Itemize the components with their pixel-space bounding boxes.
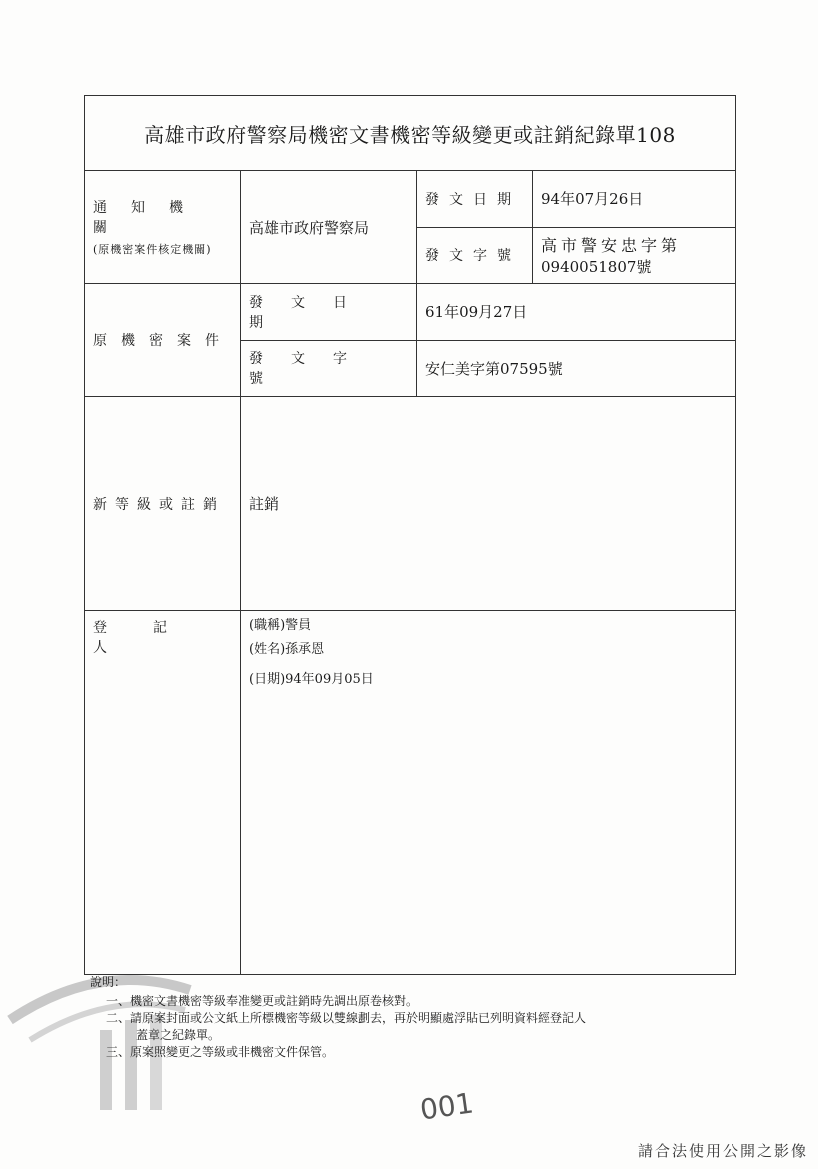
notes — [90, 974, 750, 1061]
notes-heading: 說明： — [90, 975, 127, 989]
notify-date-label: 發文日期 — [417, 171, 533, 227]
notify-ref-label: 發文字號 — [417, 228, 533, 284]
new-level-label: 新等級或註銷 — [93, 496, 225, 513]
handwritten-page-number: 001 — [417, 1086, 476, 1127]
new-level-row — [85, 397, 735, 611]
notify-agency-sublabel: (原機密案件核定機關) — [93, 243, 212, 256]
registrar-details — [241, 611, 735, 974]
registrar-title: (職稱)警員 — [249, 618, 312, 633]
original-case-label: 原機密案件 — [93, 333, 233, 349]
original-ref-label: 發文字號 — [241, 341, 417, 397]
original-ref-value: 安仁美字第07595號 — [425, 359, 563, 378]
original-case-label-cell — [85, 284, 241, 396]
footer-notice: 請合法使用公開之影像 — [637, 1142, 808, 1160]
original-date-label: 發文日期 — [241, 284, 417, 340]
record-form — [84, 95, 736, 975]
note-item: 一、機密文書機密等級奉准變更或註銷時先調出原卷核對。 — [106, 994, 419, 1008]
original-date-value: 61年09月27日 — [425, 303, 528, 322]
original-case-row — [85, 284, 735, 397]
notify-agency-label: 通知機關 — [93, 200, 207, 236]
note-item: 蓋章之紀錄單。 — [136, 1028, 221, 1042]
registrar-date: (日期)94年09月05日 — [249, 672, 374, 687]
form-title: 高雄市政府警察局機密文書機密等級變更或註銷紀錄單108 — [85, 96, 735, 171]
notify-ref-value: 高市警安忠字第 0940051807號 — [541, 236, 682, 277]
note-item: 二、請原案封面或公文紙上所標機密等級以雙線劃去，再於明顯處浮貼已列明資料經登記人 — [106, 1011, 587, 1025]
notify-agency-details — [417, 171, 735, 283]
registrar-label-cell — [85, 611, 241, 974]
registrar-row — [85, 611, 735, 974]
new-level-label-cell — [85, 397, 241, 610]
notify-agency-label-cell — [85, 171, 241, 283]
notify-date-value: 94年07月26日 — [541, 190, 644, 209]
notify-agency-row — [85, 171, 735, 284]
notify-agency-value: 高雄市政府警察局 — [241, 171, 417, 283]
new-level-value: 註銷 — [249, 495, 280, 513]
registrar-label: 登記人 — [93, 620, 213, 656]
note-item: 三、原案照變更之等級或非機密文件保管。 — [106, 1045, 335, 1059]
registrar-name: (姓名)孫承恩 — [249, 642, 325, 657]
